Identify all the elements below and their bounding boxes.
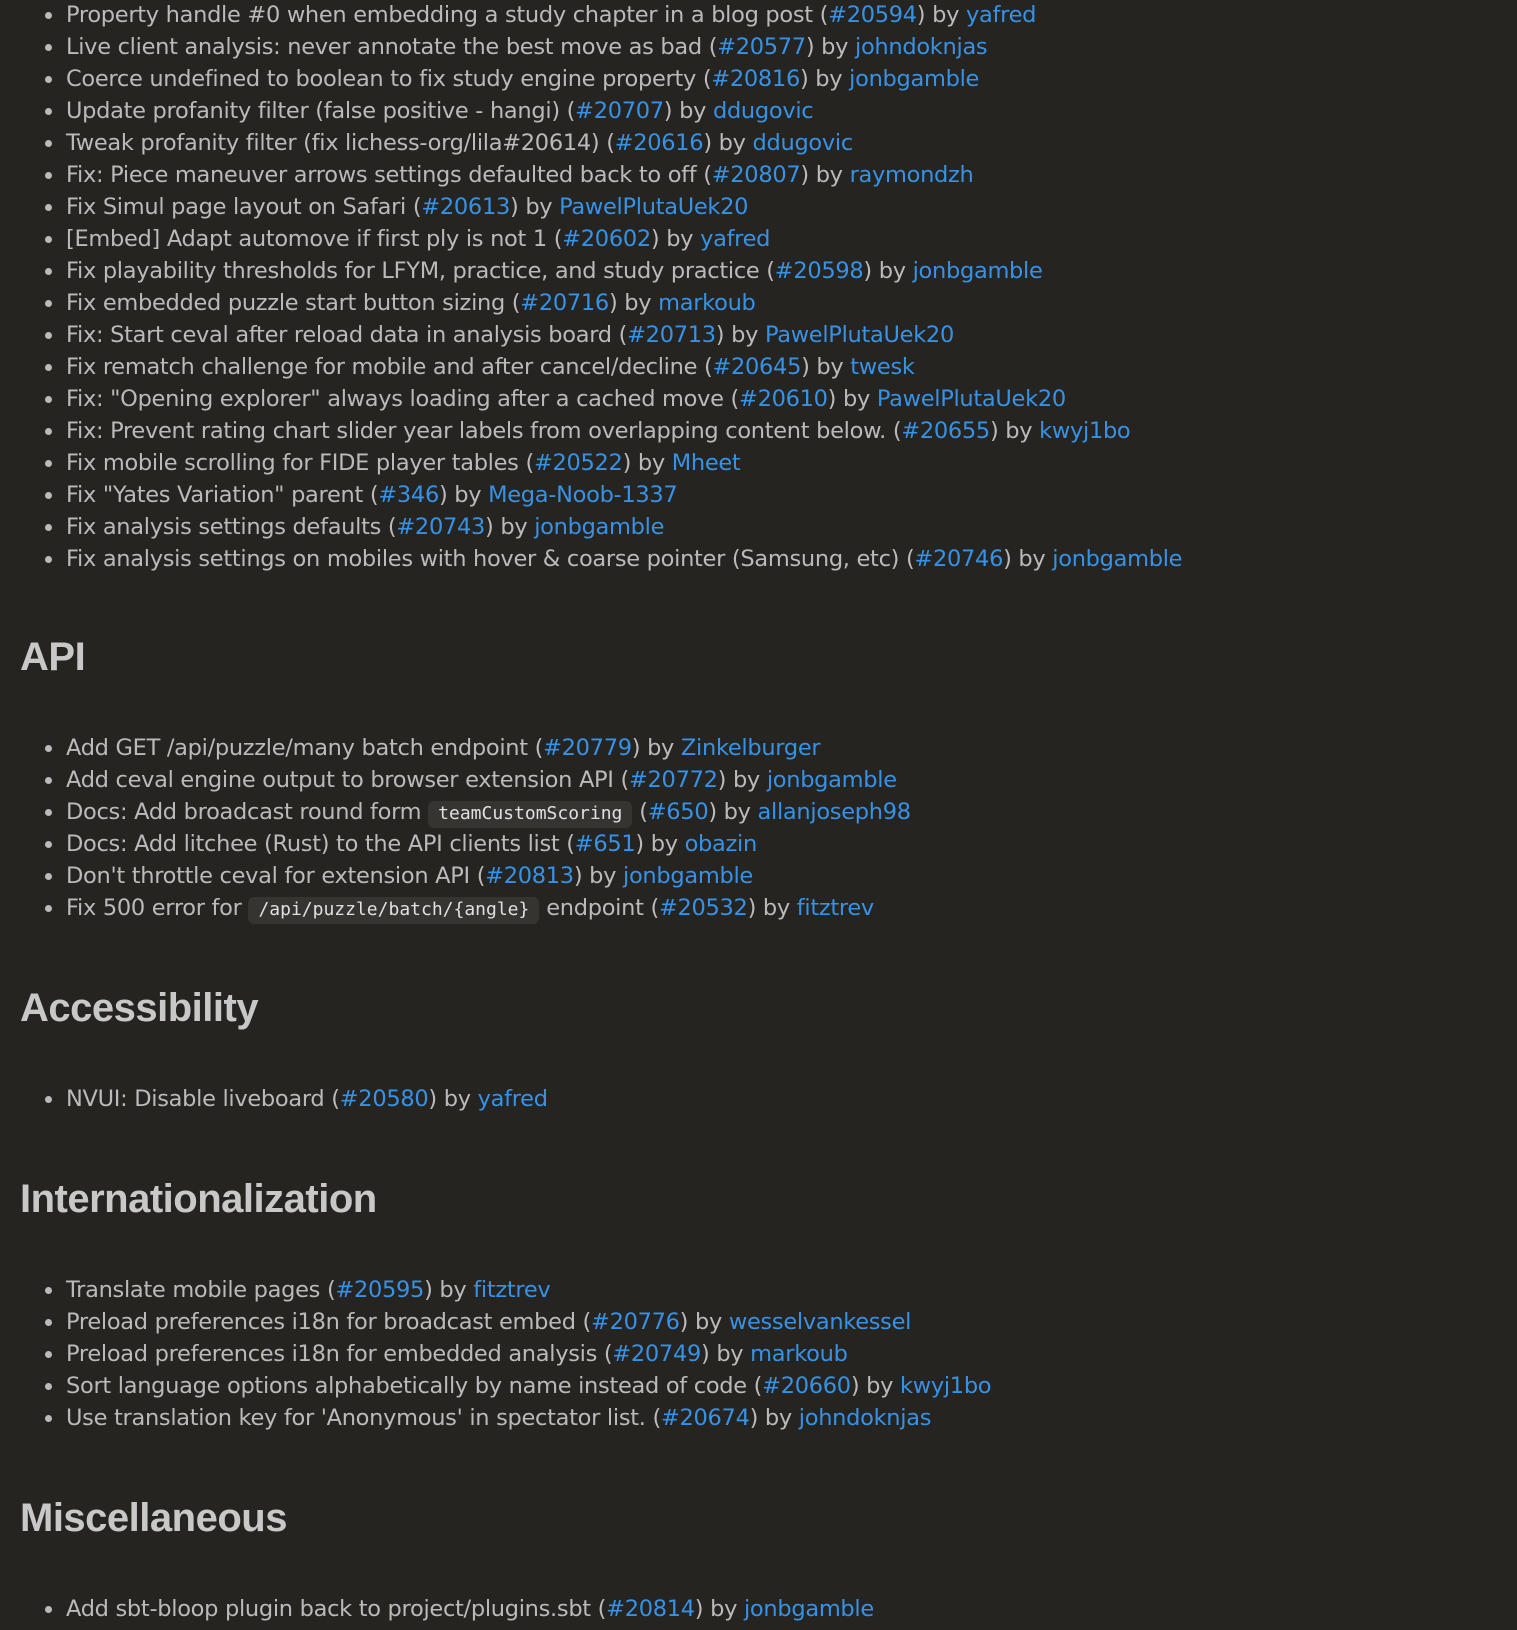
item-text: Fix: Prevent rating chart slider year labels from overlapping content below. ( [66,418,902,444]
item-text: ) by [509,194,560,220]
pull-request-link[interactable]: #20707 [575,98,664,124]
section-heading-api: API [20,635,86,679]
item-text: ( [632,799,648,825]
bullet-icon [45,76,52,83]
pull-request-link[interactable]: #651 [574,831,636,857]
pull-request-link[interactable]: #20743 [396,514,486,540]
author-link[interactable]: jonbgamble [912,258,1043,284]
item-text: ) by [679,1309,729,1335]
author-link[interactable]: yafred [700,226,771,252]
pull-request-link[interactable]: #20532 [658,895,748,921]
bullet-icon [45,1606,52,1613]
author-link[interactable]: Mheet [671,450,741,476]
inline-code: /api/puzzle/batch/{angle} [248,897,539,924]
pull-request-link[interactable]: #20713 [627,322,716,348]
list-item [0,1338,991,1370]
bullet-icon [45,12,52,19]
item-text: Preload preferences i18n for embedded analysis ( [66,1341,613,1367]
author-link[interactable]: fitztrev [473,1277,551,1303]
author-link[interactable]: jonbgamble [534,514,665,540]
item-text: Fix: Start ceval after reload data in analysis board ( [66,322,628,348]
pull-request-link[interactable]: #20655 [901,418,990,444]
list-item [0,95,1182,127]
bullet-icon [45,492,52,499]
list-item [0,1402,991,1434]
changes-list [0,1593,874,1625]
list-item [0,351,1182,383]
section-heading-accessibility: Accessibility [20,986,259,1030]
inline-code: teamCustomScoring [428,801,632,828]
item-text: ) by [650,226,701,252]
list-item [0,796,911,828]
pull-request-link[interactable]: #20595 [335,1277,425,1303]
author-link[interactable]: markoub [750,1341,848,1367]
author-link[interactable]: yafred [965,2,1037,28]
pull-request-link[interactable]: #20594 [828,2,917,28]
bullet-icon [45,364,52,371]
list-item [0,127,1182,159]
list-item [0,479,1182,511]
section-heading-miscellaneous: Miscellaneous [20,1496,287,1540]
section-internationalization [0,1274,991,1434]
author-link[interactable]: obazin [684,831,757,857]
author-link[interactable]: jonbgamble [743,1596,874,1622]
item-text: ) by [801,354,851,380]
bullet-icon [45,1383,52,1390]
item-text: ) by [747,895,797,921]
list-item [0,543,1182,575]
list-item [0,287,1182,319]
bullet-icon [45,300,52,307]
pull-request-link[interactable]: #346 [378,482,439,508]
bullet-icon [45,745,52,752]
section-api [0,732,911,924]
pull-request-link[interactable]: #20645 [712,354,802,380]
author-link[interactable]: fitztrev [796,895,874,921]
bullet-icon [45,332,52,339]
author-link[interactable]: Zinkelburger [680,735,821,761]
pull-request-link[interactable]: #20598 [774,258,864,284]
list-item [0,860,911,892]
pull-request-link[interactable]: #20776 [591,1309,680,1335]
bullet-icon [45,396,52,403]
bullet-icon [45,905,52,912]
pull-request-link[interactable]: #20772 [628,767,718,793]
bullet-icon [45,428,52,435]
changes-list [0,1083,548,1115]
list-item [0,732,911,764]
pull-request-link[interactable]: #20674 [660,1405,750,1431]
pull-request-link[interactable]: #20602 [562,226,651,252]
section-heading-internationalization: Internationalization [20,1177,377,1221]
item-text: Live client analysis: never annotate the best move as bad ( [66,34,718,60]
item-text: Fix rematch challenge for mobile and after cancel/decline ( [66,354,713,380]
item-text: ) by [717,767,767,793]
bullet-icon [45,777,52,784]
author-link[interactable]: allanjoseph98 [757,799,911,825]
pull-request-link[interactable]: #20813 [485,863,574,889]
item-text: Fix Simul page layout on Safari ( [66,194,422,220]
item-text: Don't throttle ceval for extension API ( [66,863,486,889]
item-text: ) by [989,418,1040,444]
bullet-icon [45,1351,52,1358]
author-link[interactable]: markoub [658,290,756,316]
bullet-icon [45,873,52,880]
item-text: NVUI: Disable liveboard ( [66,1086,340,1112]
list-item [0,63,1182,95]
item-text: Update profanity filter (false positive - hangi) ( [66,98,576,124]
bullet-icon [45,1287,52,1294]
pull-request-link[interactable]: #20814 [606,1596,695,1622]
bullet-icon [45,44,52,51]
author-link[interactable]: ddugovic [752,130,853,156]
item-text: ) by [703,130,753,156]
item-text: ) by [485,514,535,540]
bullet-icon [45,268,52,275]
pull-request-link[interactable]: #20749 [612,1341,701,1367]
item-text: ) by [708,799,758,825]
item-text: ) by [1003,546,1053,572]
bullet-icon [45,1415,52,1422]
author-link[interactable]: jonbgamble [1052,546,1183,572]
item-text: Fix: Piece maneuver arrows settings defaulted back to off ( [66,162,712,188]
item-text: ) by [631,735,681,761]
item-text: ) by [827,386,877,412]
section-fixes [0,0,1182,575]
pull-request-link[interactable]: #20660 [762,1373,851,1399]
item-text: Fix "Yates Variation" parent ( [66,482,379,508]
bullet-icon [45,841,52,848]
author-link[interactable]: yafred [477,1086,548,1112]
list-item [0,31,1182,63]
bullet-icon [45,108,52,115]
item-text: ) by [715,322,765,348]
list-item [0,1083,548,1115]
item-text: Fix embedded puzzle start button sizing ( [66,290,521,316]
item-text: ) by [428,1086,478,1112]
item-text: endpoint ( [539,895,659,921]
item-text: ) by [635,831,685,857]
pull-request-link[interactable]: #20716 [520,290,609,316]
section-miscellaneous [0,1593,874,1625]
item-text: Tweak profanity filter (fix lichess-org/lila#20614) ( [66,130,615,156]
list-item [0,1274,991,1306]
author-link[interactable]: PawelPlutaUek20 [764,322,954,348]
item-text: Docs: Add broadcast round form [66,799,429,825]
item-text: ) by [800,162,850,188]
item-text: Add GET /api/puzzle/many batch endpoint ( [66,735,544,761]
list-item [0,1593,874,1625]
bullet-icon [45,172,52,179]
item-text: ) by [799,66,850,92]
list-item [0,223,1182,255]
item-text: ) by [694,1596,744,1622]
list-item [0,764,911,796]
changes-list [0,0,1182,575]
list-item [0,159,1182,191]
author-link[interactable]: johndoknjas [855,34,988,60]
item-text: ) by [916,2,966,28]
item-text: Sort language options alphabetically by name instead of code ( [66,1373,763,1399]
item-text: ) by [438,482,489,508]
bullet-icon [45,460,52,467]
item-text: Fix: "Opening explorer" always loading after a cached move ( [66,386,740,412]
pull-request-link[interactable]: #20580 [339,1086,429,1112]
author-link[interactable]: kwyj1bo [1039,418,1131,444]
pull-request-link[interactable]: #20746 [914,546,1004,572]
item-text: Coerce undefined to boolean to fix study engine property ( [66,66,712,92]
pull-request-link[interactable]: #20807 [711,162,801,188]
author-link[interactable]: ddugovic [712,98,814,124]
author-link[interactable]: kwyj1bo [900,1373,992,1399]
bullet-icon [45,809,52,816]
pull-request-link[interactable]: #20613 [421,194,510,220]
author-link[interactable]: jonbgamble [623,863,753,889]
item-text: Docs: Add litchee (Rust) to the API clients list ( [66,831,575,857]
item-text: ) by [863,258,913,284]
item-text: Translate mobile pages ( [66,1277,336,1303]
list-item [0,319,1182,351]
item-text: ) by [805,34,856,60]
item-text: Preload preferences i18n for broadcast embed ( [66,1309,592,1335]
bullet-icon [45,556,52,563]
author-link[interactable]: jonbgamble [849,66,980,92]
list-item [0,511,1182,543]
item-text: ) by [663,98,713,124]
list-item [0,447,1182,479]
pull-request-link[interactable]: #20610 [739,386,828,412]
list-item [0,0,1182,31]
bullet-icon [45,236,52,243]
item-text: Fix analysis settings defaults ( [66,514,397,540]
author-link[interactable]: twesk [850,354,915,380]
item-text: Fix 500 error for [66,895,249,921]
pull-request-link[interactable]: #20816 [711,66,800,92]
item-text: ) by [749,1405,799,1431]
list-item [0,415,1182,447]
item-text: Fix playability thresholds for LFYM, practice, and study practice ( [66,258,775,284]
list-item [0,892,911,924]
bullet-icon [45,1096,52,1103]
pull-request-link[interactable]: #20577 [717,34,806,60]
author-link[interactable]: wesselvankessel [728,1309,912,1335]
item-text: ) by [424,1277,474,1303]
list-item [0,1370,991,1402]
pull-request-link[interactable]: #20779 [543,735,632,761]
item-text: Property handle #0 when embedding a study chapter in a blog post ( [66,2,829,28]
item-text: ) by [850,1373,900,1399]
item-text: ) by [573,863,624,889]
item-text: Add ceval engine output to browser extension API ( [66,767,629,793]
author-link[interactable]: raymondzh [849,162,974,188]
bullet-icon [45,204,52,211]
pull-request-link[interactable]: #20616 [614,130,704,156]
item-text: Use translation key for 'Anonymous' in spectator list. ( [66,1405,661,1431]
item-text: Add sbt-bloop plugin back to project/plugins.sbt ( [66,1596,607,1622]
bullet-icon [45,524,52,531]
list-item [0,255,1182,287]
author-link[interactable]: Mega-Noob-1337 [488,482,678,508]
item-text: ) by [608,290,659,316]
section-accessibility [0,1083,548,1115]
item-text: ) by [622,450,672,476]
list-item [0,191,1182,223]
author-link[interactable]: jonbgamble [766,767,897,793]
list-item [0,828,911,860]
pull-request-link[interactable]: #650 [647,799,709,825]
changes-list [0,1274,991,1434]
changes-list [0,732,911,924]
bullet-icon [45,140,52,147]
item-text: ) by [700,1341,751,1367]
list-item [0,383,1182,415]
author-link[interactable]: johndoknjas [798,1405,932,1431]
item-text: [Embed] Adapt automove if first ply is not 1 ( [66,226,563,252]
list-item [0,1306,991,1338]
pull-request-link[interactable]: #20522 [533,450,623,476]
author-link[interactable]: PawelPlutaUek20 [876,386,1066,412]
author-link[interactable]: PawelPlutaUek20 [559,194,749,220]
bullet-icon [45,1319,52,1326]
item-text: Fix mobile scrolling for FIDE player tables ( [66,450,534,476]
item-text: Fix analysis settings on mobiles with hover & coarse pointer (Samsung, etc) ( [66,546,915,572]
